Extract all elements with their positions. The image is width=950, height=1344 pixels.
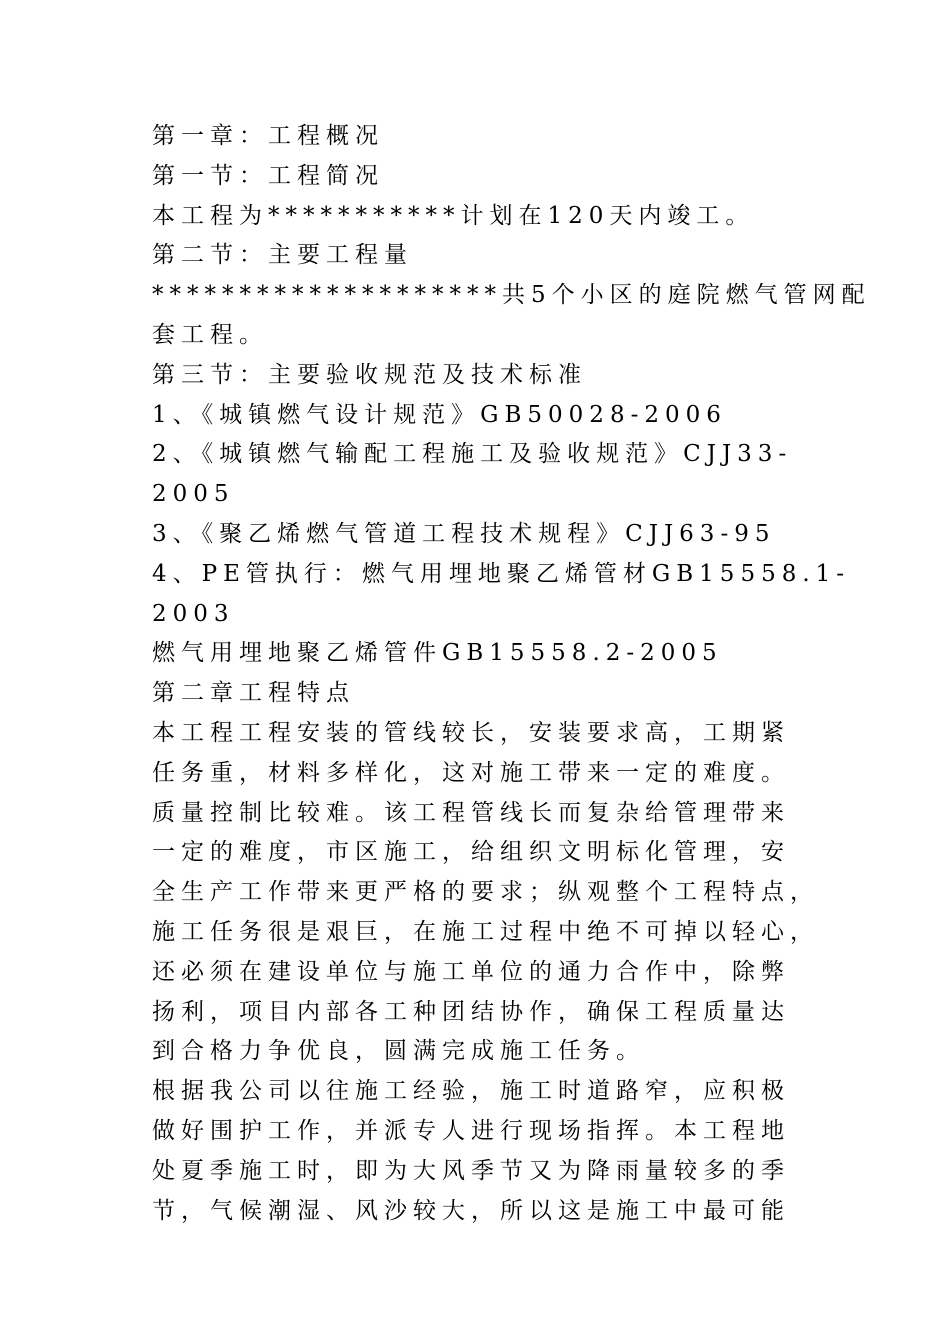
paragraph-line: 全生产工作带来更严格的要求；纵观整个工程特点， xyxy=(152,879,819,906)
paragraph-line: 处夏季施工时，即为大风季节又为降雨量较多的季 xyxy=(152,1157,790,1184)
paragraph-line: 本工程为***********计划在120天内竣工。 xyxy=(152,202,755,229)
paragraph-line: 施工任务很是艰巨，在施工过程中绝不可掉以轻心， xyxy=(152,918,819,945)
paragraph-line: 节，气候潮湿、风沙较大，所以这是施工中最可能 xyxy=(152,1197,790,1224)
list-item-continuation: 2003 xyxy=(152,600,235,627)
paragraph-line: 还必须在建设单位与施工单位的通力合作中，除弊 xyxy=(152,958,790,985)
list-item: 3、《聚乙烯燃气管道工程技术规程》CJJ63-95 xyxy=(152,520,776,547)
document-body xyxy=(152,117,871,1231)
section-1-heading: 第一节：工程简况 xyxy=(152,162,384,189)
paragraph-line: 套工程。 xyxy=(152,321,268,348)
list-item: 4、PE管执行：燃气用埋地聚乙烯管材GB15558.1- xyxy=(152,560,851,587)
paragraph-line: ********************共5个小区的庭院燃气管网配 xyxy=(152,282,871,309)
paragraph-line: 燃气用埋地聚乙烯管件GB15558.2-2005 xyxy=(152,640,723,667)
list-item: 1、《城镇燃气设计规范》GB50028-2006 xyxy=(152,401,727,428)
section-3-heading: 第三节：主要验收规范及技术标准 xyxy=(152,361,587,388)
paragraph-line: 一定的难度，市区施工，给组织文明标化管理，安 xyxy=(152,839,790,866)
paragraph-line: 本工程工程安装的管线较长，安装要求高，工期紧 xyxy=(152,719,790,746)
paragraph-line: 任务重，材料多样化，这对施工带来一定的难度。 xyxy=(152,759,790,786)
paragraph-line: 到合格力争优良，圆满完成施工任务。 xyxy=(152,1038,645,1065)
paragraph-line: 扬利，项目内部各工种团结协作，确保工程质量达 xyxy=(152,998,790,1025)
list-item: 2、《城镇燃气输配工程施工及验收规范》CJJ33- xyxy=(152,441,793,468)
chapter-2-heading: 第二章工程特点 xyxy=(152,680,355,707)
paragraph-line: 做好围护工作，并派专人进行现场指挥。本工程地 xyxy=(152,1117,790,1144)
chapter-1-heading: 第一章：工程概况 xyxy=(152,123,384,149)
section-2-heading: 第二节：主要工程量 xyxy=(152,242,413,269)
list-item-continuation: 2005 xyxy=(152,481,235,508)
paragraph-line: 质量控制比较难。该工程管线长而复杂给管理带来 xyxy=(152,799,790,826)
paragraph-line: 根据我公司以往施工经验，施工时道路窄，应积极 xyxy=(152,1078,790,1105)
